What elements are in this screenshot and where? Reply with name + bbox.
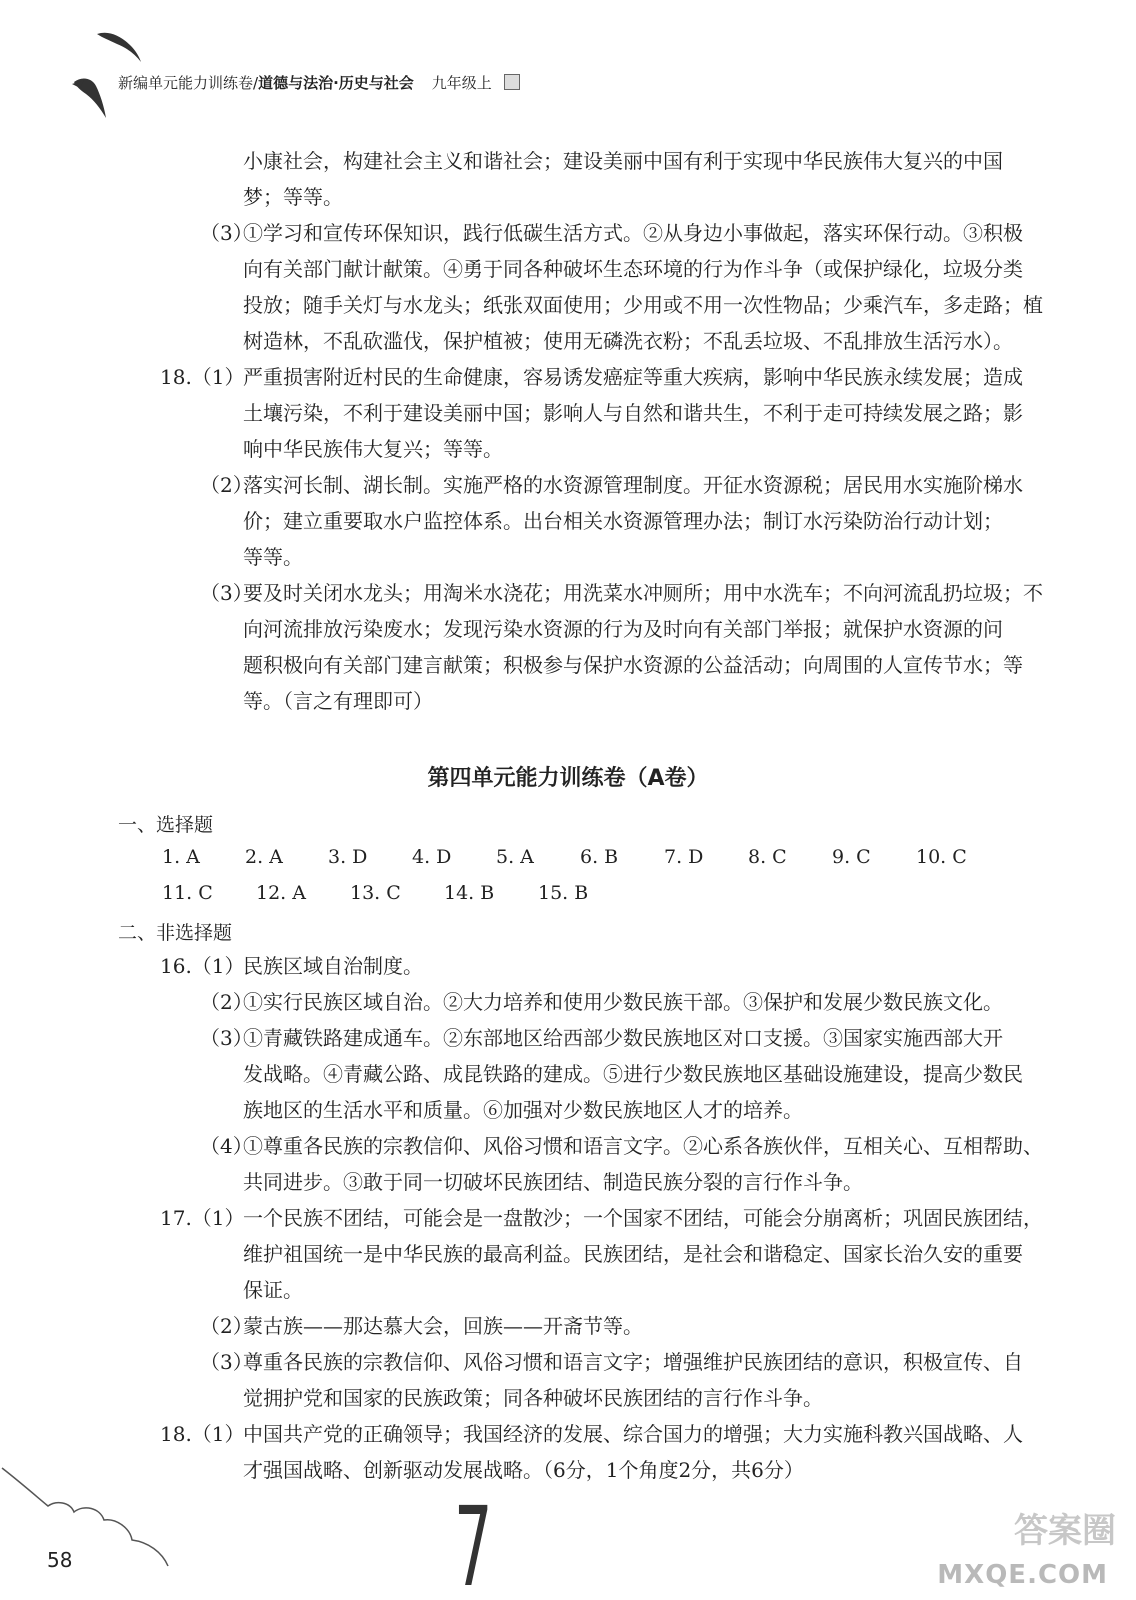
question-number: （3）	[200, 221, 253, 245]
handwritten-digit: 7	[454, 1490, 493, 1595]
text-line: 尊重各民族的宗教信仰、风俗习惯和语言文字；增强维护民族团结的意识，积极宣传、自	[243, 1350, 1023, 1374]
text-line: ①青藏铁路建成通车。②东部地区给西部少数民族地区对口支援。③国家实施西部大开	[243, 1026, 1003, 1050]
text-line: 响中华民族伟大复兴；等等。	[243, 437, 503, 461]
bird-icon	[70, 72, 110, 122]
answer-item: 2. A	[245, 846, 283, 868]
text-line: ①学习和宣传环保知识，践行低碳生活方式。②从身边小事做起，落实环保行动。③积极	[243, 221, 1023, 245]
bird-icon	[95, 28, 143, 64]
header-series: 新编单元能力训练卷/	[118, 74, 259, 92]
text-line: 树造林，不乱砍滥伐，保护植被；使用无磷洗衣粉；不乱丢垃圾、不乱排放生活污水）。	[243, 329, 1013, 353]
header-box-icon	[504, 74, 520, 90]
answer-item: 10. C	[916, 846, 967, 868]
answer-item: 14. B	[444, 882, 495, 904]
unit-title: 第四单元能力训练卷（A卷）	[427, 766, 709, 791]
header-grade: 九年级上	[431, 74, 492, 92]
answer-item: 7. D	[664, 846, 704, 868]
text-line: 向有关部门献计献策。④勇于同各种破坏生态环境的行为作斗争（或保护绿化，垃圾分类	[243, 257, 1023, 281]
question-number: 18.（1）	[160, 365, 245, 389]
page-number: 58	[47, 1548, 73, 1572]
text-line: 等等。	[243, 545, 303, 569]
text-line: 要及时关闭水龙头；用淘米水浇花；用洗菜水冲厕所；用中水洗车；不向河流乱扔垃圾；不	[243, 581, 1043, 605]
text-line: 保证。	[243, 1278, 303, 1302]
text-line: 题积极向有关部门建言献策；积极参与保护水资源的公益活动；向周围的人宣传节水；等	[243, 653, 1023, 677]
handwritten-mark	[454, 1490, 514, 1595]
text-line: 等。（言之有理即可）	[243, 689, 433, 713]
section-heading: 二、非选择题	[118, 922, 233, 944]
answer-item: 1. A	[162, 846, 200, 868]
text-line: ①尊重各民族的宗教信仰、风俗习惯和语言文字。②心系各族伙伴，互相关心、互相帮助、	[243, 1134, 1043, 1158]
answer-item: 5. A	[496, 846, 534, 868]
answer-item: 9. C	[832, 846, 871, 868]
section-heading: 一、选择题	[118, 814, 214, 836]
text-line: ①实行民族区域自治。②大力培养和使用少数民族干部。③保护和发展少数民族文化。	[243, 990, 1003, 1014]
text-line: 严重损害附近村民的生命健康，容易诱发癌症等重大疾病，影响中华民族永续发展；造成	[243, 365, 1023, 389]
page-header	[118, 72, 520, 93]
watermark-url: MXQE.COM	[937, 1560, 1108, 1590]
text-line: 梦；等等。	[243, 185, 343, 209]
answer-item: 12. A	[256, 882, 306, 904]
question-number: （2）	[200, 473, 253, 497]
text-line: 小康社会，构建社会主义和谐社会；建设美丽中国有利于实现中华民族伟大复兴的中国	[243, 149, 1003, 173]
header-subject: 道德与法治·历史与社会	[258, 74, 414, 92]
text-line: 土壤污染，不利于建设美丽中国；影响人与自然和谐共生，不利于走可持续发展之路；影	[243, 401, 1023, 425]
text-line: 向河流排放污染废水；发现污染水资源的行为及时向有关部门举报；就保护水资源的问	[243, 617, 1003, 641]
text-line: 民族区域自治制度。	[243, 954, 423, 978]
answer-item: 6. B	[580, 846, 619, 868]
text-line: 族地区的生活水平和质量。⑥加强对少数民族地区人才的培养。	[243, 1098, 803, 1122]
text-line: 觉拥护党和国家的民族政策；同各种破坏民族团结的言行作斗争。	[243, 1386, 823, 1410]
text-line: 发战略。④青藏公路、成昆铁路的建成。⑤进行少数民族地区基础设施建设，提高少数民	[243, 1062, 1023, 1086]
text-line: 投放；随手关灯与水龙头；纸张双面使用；少用或不用一次性物品；少乘汽车，多走路；植	[243, 293, 1043, 317]
question-number: 17.（1）	[160, 1206, 245, 1230]
question-number: 18.（1）	[160, 1422, 245, 1446]
text-line: 中国共产党的正确领导；我国经济的发展、综合国力的增强；大力实施科教兴国战略、人	[243, 1422, 1023, 1446]
question-number: （3）	[200, 1026, 253, 1050]
watermark-cn: 答案圈	[1014, 1511, 1116, 1551]
question-number: （3）	[200, 581, 253, 605]
question-number: （2）	[200, 990, 253, 1014]
answer-item: 8. C	[748, 846, 787, 868]
cloud-decoration-icon	[0, 1462, 200, 1572]
answer-item: 13. C	[350, 882, 401, 904]
answer-item: 11. C	[162, 882, 213, 904]
answer-item: 4. D	[412, 846, 452, 868]
text-line: 蒙古族——那达慕大会，回族——开斋节等。	[243, 1314, 643, 1338]
question-number: 16.（1）	[160, 954, 245, 978]
text-line: 价；建立重要取水户监控体系。出台相关水资源管理办法；制订水污染防治行动计划；	[243, 509, 1003, 533]
question-number: （4）	[200, 1134, 253, 1158]
text-line: 共同进步。③敢于同一切破坏民族团结、制造民族分裂的言行作斗争。	[243, 1170, 863, 1194]
question-number: （2）	[200, 1314, 253, 1338]
watermark	[937, 1505, 1136, 1600]
text-line: 维护祖国统一是中华民族的最高利益。民族团结，是社会和谐稳定、国家长治久安的重要	[243, 1242, 1023, 1266]
answer-item: 15. B	[538, 882, 589, 904]
text-line: 一个民族不团结，可能会是一盘散沙；一个国家不团结，可能会分崩离析；巩固民族团结，	[243, 1206, 1043, 1230]
text-line: 才强国战略、创新驱动发展战略。（6分，1个角度2分，共6分）	[243, 1458, 804, 1482]
text-line: 落实河长制、湖长制。实施严格的水资源管理制度。开征水资源税；居民用水实施阶梯水	[243, 473, 1023, 497]
question-number: （3）	[200, 1350, 253, 1374]
answer-item: 3. D	[328, 846, 368, 868]
